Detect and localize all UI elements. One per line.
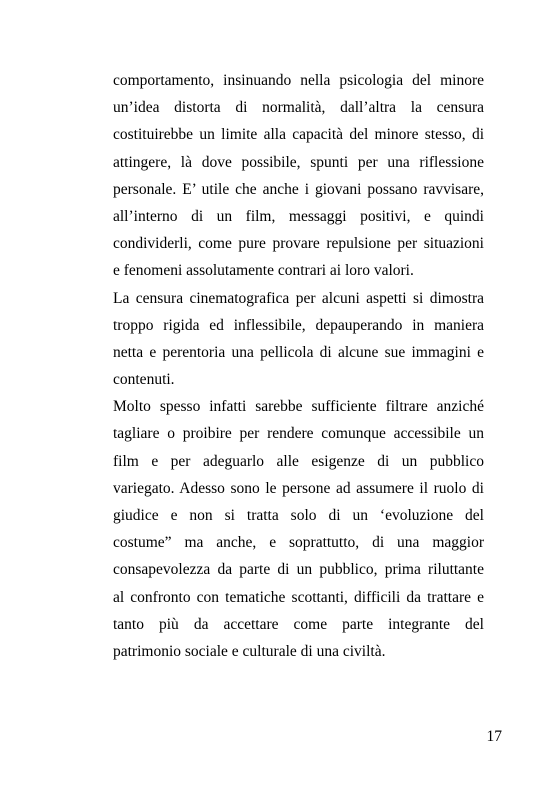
text-line: costituirebbe un limite alla capacità del minore stesso, di: [113, 126, 484, 144]
text-line: Molto spesso infatti sarebbe sufficiente filtrare anziché: [113, 398, 484, 416]
body-text: [113, 67, 484, 665]
text-line: comportamento, insinuando nella psicologia del minore: [113, 72, 484, 89]
text-line: al confronto con tematiche scottanti, difficili da trattare e: [113, 588, 484, 606]
text-line: tagliare o proibire per rendere comunque accessibile un: [113, 425, 484, 443]
text-line: e fenomeni assolutamente contrari ai loro valori.: [113, 262, 414, 280]
text-line: tanto più da accettare come parte integrante del: [113, 615, 484, 633]
text-line: film e per adeguarlo alle esigenze di un pubblico: [113, 452, 484, 470]
text-line: un’idea distorta di normalità, dall’altra la censura: [113, 99, 484, 117]
text-line: La censura cinematografica per alcuni aspetti si dimostra: [113, 289, 484, 307]
text-line: troppo rigida ed inflessibile, depauperando in maniera: [113, 316, 484, 334]
text-line: all’interno di un film, messaggi positivi, e quindi: [113, 207, 484, 225]
text-line: patrimonio sociale e culturale di una civiltà.: [113, 642, 386, 660]
text-line: giudice e non si tratta solo di un ‘evoluzione del: [113, 507, 484, 524]
text-line: netta e perentoria una pellicola di alcune sue immagini e: [113, 343, 484, 361]
page-number: 17: [486, 728, 502, 745]
text-line: costume” ma anche, e soprattutto, di una maggior: [113, 534, 484, 552]
text-line: consapevolezza da parte di un pubblico, prima riluttante: [113, 561, 484, 579]
text-line: personale. E’ utile che anche i giovani possano ravvisare,: [113, 180, 484, 198]
text-line: variegato. Adesso sono le persone ad assumere il ruolo di: [113, 479, 484, 497]
text-line: contenuti.: [113, 371, 175, 389]
text-line: attingere, là dove possibile, spunti per una riflessione: [113, 153, 484, 171]
text-line: condividerli, come pure provare repulsione per situazioni: [113, 235, 484, 253]
